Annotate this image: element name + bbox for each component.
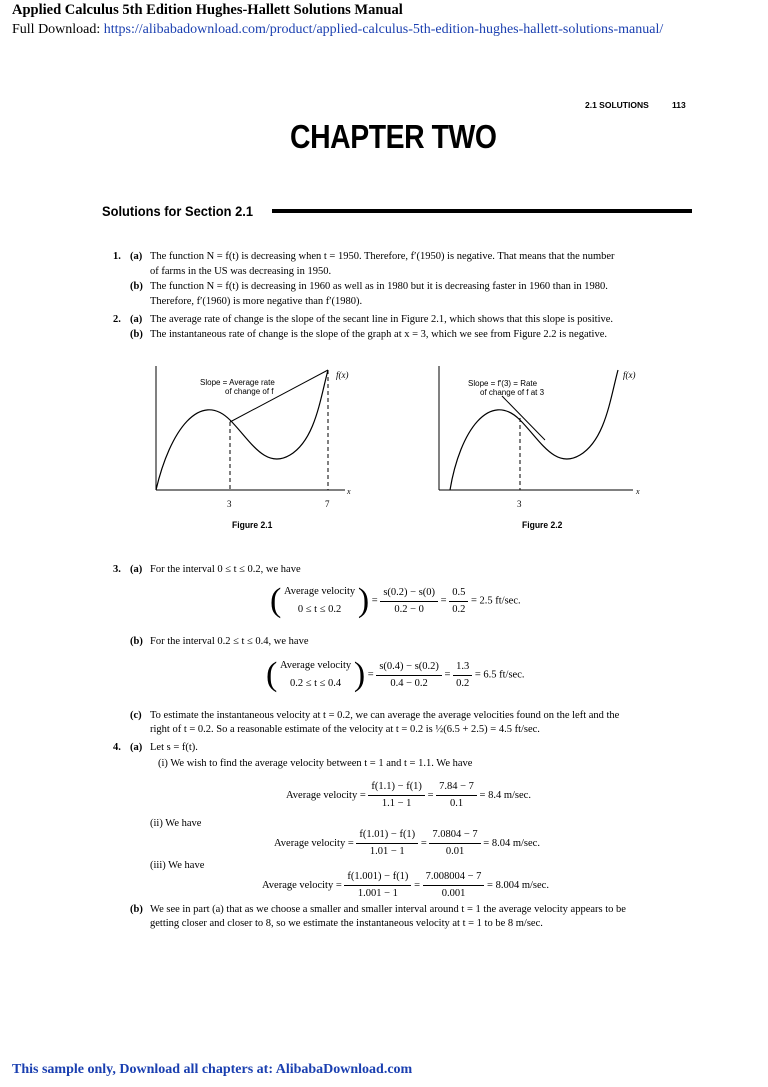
document-title: Applied Calculus 5th Edition Hughes-Hallett Solutions Manual	[12, 2, 403, 18]
part-label: (b)	[130, 281, 143, 292]
figure-2-2	[430, 360, 660, 520]
fraction: $\frac{0.5}{0.2}$	[449, 586, 468, 617]
problem-text: getting closer and closer to 8, so we estimate the instantaneous velocity at t = 1 to be 8 m/sec.	[150, 918, 543, 929]
equation	[270, 584, 521, 618]
equals: =	[427, 789, 434, 801]
axis-label: x	[347, 487, 351, 496]
problem-number: 2.	[113, 314, 121, 325]
figure-caption: Figure 2.2	[522, 520, 563, 531]
equals: =	[444, 669, 451, 681]
fraction: $\frac{f(1.01) - f(1)}{1.01 - 1}$	[356, 828, 418, 859]
equals: =	[371, 595, 378, 607]
result: = 2.5 ft/sec.	[470, 595, 521, 607]
tick-label: 7	[325, 499, 330, 509]
problem-text: For the interval 0 ≤ t ≤ 0.2, we have	[150, 564, 301, 575]
part-label: (a)	[130, 564, 143, 575]
result: = 6.5 ft/sec.	[474, 669, 525, 681]
problem-text: The average rate of change is the slope of the secant line in Figure 2.1, which shows that this slope is positive.	[150, 314, 614, 325]
avg-velocity-label: Average velocity 0 ≤ t ≤ 0.2	[283, 586, 356, 615]
problem-text: The function N = f(t) is decreasing in 1960 as well as in 1980 but it is decreasing faster in 1960 than in 1980.	[150, 281, 608, 292]
part-label: (a)	[130, 314, 143, 325]
equation	[274, 828, 540, 859]
curve-label: f(x)	[623, 370, 636, 380]
equals: =	[420, 837, 427, 849]
result: = 8.004 m/sec.	[487, 879, 549, 891]
part-label: (b)	[130, 636, 143, 647]
annotation: Slope = Average rate	[200, 378, 275, 387]
download-line	[12, 22, 663, 38]
problem-text: The instantaneous rate of change is the slope of the graph at x = 3, which we see from Figure 2.2 is negative.	[150, 329, 607, 340]
tangent-line	[502, 396, 545, 440]
problem-text: (iii) We have	[150, 860, 205, 871]
problem-text: The function N = f(t) is decreasing when t = 1950. Therefore, f′(1950) is negative. That means that the number	[150, 251, 615, 262]
fraction: $\frac{7.0804 - 7}{0.01}$	[429, 828, 480, 859]
fraction: $\frac{7.008004 - 7}{0.001}$	[423, 870, 485, 901]
lhs: Average velocity =	[262, 879, 342, 891]
fraction: $\frac{f(1.001) - f(1)}{1.001 - 1}$	[344, 870, 411, 901]
fraction: $\frac{s(0.2) - s(0)}{0.2 - 0}$	[380, 586, 438, 617]
chapter-title: CHAPTER TWO	[290, 118, 497, 155]
problem-text: To estimate the instantaneous velocity at t = 0.2, we can average the average velocities found on the left and the	[150, 710, 620, 721]
annotation: Slope = f′(3) = Rate	[468, 379, 538, 388]
left-paren: (	[270, 582, 282, 619]
equation	[266, 658, 525, 692]
tick-label: 3	[227, 499, 232, 509]
curve-label: f(x)	[336, 370, 349, 380]
fraction: $\frac{f(1.1) - f(1)}{1.1 - 1}$	[368, 780, 425, 811]
result: = 8.4 m/sec.	[479, 789, 531, 801]
problem-text: Therefore, f′(1960) is more negative than f′(1980).	[150, 296, 363, 307]
problem-text: (ii) We have	[150, 818, 202, 829]
equals: =	[414, 879, 420, 891]
fraction: $\frac{s(0.4) - s(0.2)}{0.4 - 0.2}$	[376, 660, 442, 691]
problem-text: (i) We wish to find the average velocity between t = 1 and t = 1.1. We have	[158, 758, 473, 769]
part-label: (b)	[130, 329, 143, 340]
part-label: (a)	[130, 742, 143, 753]
figure-2-1	[140, 360, 380, 520]
problem-text: For the interval 0.2 ≤ t ≤ 0.4, we have	[150, 636, 309, 647]
fraction: $\frac{1.3}{0.2}$	[453, 660, 472, 691]
lhs: Average velocity =	[286, 789, 366, 801]
part-label: (c)	[130, 710, 142, 721]
axis-label: x	[636, 487, 640, 496]
avg-velocity-label: Average velocity 0.2 ≤ t ≤ 0.4	[279, 660, 352, 689]
problem-number: 3.	[113, 564, 121, 575]
download-link[interactable]: https://alibabadownload.com/product/applied-calculus-5th-edition-hughes-hallett-solutions-manual/	[103, 22, 664, 37]
left-paren: (	[266, 656, 278, 693]
lhs: Average velocity =	[274, 837, 354, 849]
equation	[262, 870, 549, 901]
running-head-section: 2.1 SOLUTIONS	[585, 100, 649, 110]
right-paren: )	[353, 656, 366, 693]
page-number: 113	[672, 100, 686, 110]
annotation: of change of f at 3	[480, 388, 545, 397]
part-label: (b)	[130, 904, 143, 915]
section-rule	[272, 209, 692, 213]
problem-number: 1.	[113, 251, 121, 262]
annotation: of change of f	[225, 387, 274, 396]
part-label: (a)	[130, 251, 143, 262]
figure-caption: Figure 2.1	[232, 520, 273, 531]
problem-number: 4.	[113, 742, 121, 753]
problem-text: of farms in the US was decreasing in 1950.	[150, 266, 332, 277]
footer-notice[interactable]: This sample only, Download all chapters at: AlibabaDownload.com	[12, 1062, 413, 1077]
download-label: Full Download:	[12, 22, 104, 37]
section-title: Solutions for Section 2.1	[102, 203, 254, 219]
problem-text: Let s = f(t).	[150, 742, 198, 753]
equals: =	[367, 669, 374, 681]
result: = 8.04 m/sec.	[483, 837, 540, 849]
equation	[286, 780, 531, 811]
equals: =	[440, 595, 447, 607]
right-paren: )	[357, 582, 370, 619]
fraction: $\frac{7.84 - 7}{0.1}$	[436, 780, 477, 811]
problem-text: right of t = 0.2. So a reasonable estimate of the velocity at t = 0.2 is ½(6.5 + 2.5) = 4.5 ft/sec.	[150, 724, 540, 735]
tick-label: 3	[517, 499, 522, 509]
problem-text: We see in part (a) that as we choose a smaller and smaller interval around t = 1 the average velocity appears to be	[150, 904, 626, 915]
